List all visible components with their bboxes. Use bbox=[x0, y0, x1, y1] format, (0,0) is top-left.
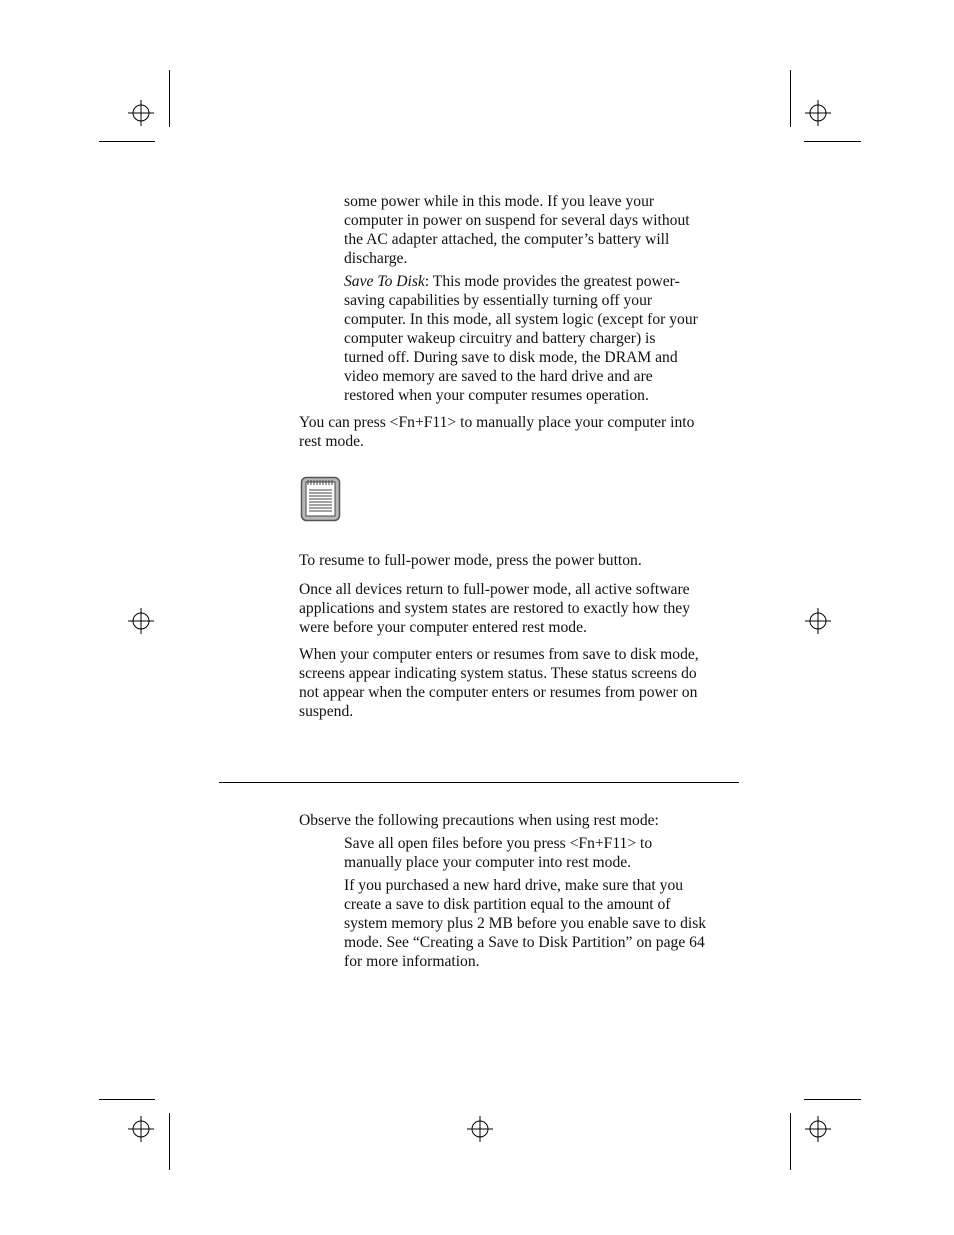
text-line: turned off. During save to disk mode, the DRAM and bbox=[344, 349, 678, 366]
crop-mark bbox=[169, 70, 170, 127]
text-line: not appear when the computer enters or resumes from power on bbox=[299, 684, 698, 701]
text-line: were before your computer entered rest mode. bbox=[299, 619, 587, 636]
registration-mark-icon bbox=[805, 1116, 831, 1142]
text-line: Once all devices return to full-power mode, all active software bbox=[299, 581, 690, 598]
crop-mark bbox=[169, 1113, 170, 1170]
text-line: You can press <Fn+F11> to manually place your computer into bbox=[299, 414, 695, 431]
crop-mark bbox=[804, 1099, 861, 1100]
text-line: To resume to full-power mode, press the power button. bbox=[299, 552, 642, 569]
text-line: for more information. bbox=[344, 953, 480, 970]
text-line: saving capabilities by essentially turning off your bbox=[344, 292, 653, 309]
registration-mark-icon bbox=[467, 1116, 493, 1142]
text-line: screens appear indicating system status. These status screens do bbox=[299, 665, 697, 682]
text-line: manually place your computer into rest mode. bbox=[344, 854, 632, 871]
save-to-disk-paragraph bbox=[344, 272, 698, 405]
text-line: computer in power on suspend for several days without bbox=[344, 212, 690, 229]
text-line: Observe the following precautions when using rest mode: bbox=[299, 812, 659, 829]
registration-mark-icon bbox=[805, 100, 831, 126]
text-fragment: : This mode provides the greatest power- bbox=[424, 273, 680, 290]
section-divider bbox=[219, 782, 739, 783]
text-line: the AC adapter attached, the computer’s battery will bbox=[344, 231, 670, 248]
notepad-icon bbox=[300, 475, 342, 523]
text-line: applications and system states are restored to exactly how they bbox=[299, 600, 691, 617]
crop-mark bbox=[790, 70, 791, 127]
text-line: discharge. bbox=[344, 250, 408, 267]
text-line: some power while in this mode. If you leave your bbox=[344, 193, 655, 210]
text-line: computer wakeup circuitry and battery charger) is bbox=[344, 330, 656, 347]
crop-mark bbox=[99, 141, 155, 142]
text-line: restored when your computer resumes operation. bbox=[344, 387, 649, 404]
power-on-suspend-paragraph bbox=[344, 192, 690, 268]
precaution-item-partition bbox=[344, 876, 706, 971]
crop-mark bbox=[790, 1113, 791, 1170]
text-line bbox=[344, 272, 698, 291]
manual-rest-paragraph bbox=[299, 413, 694, 451]
text-line: suspend. bbox=[299, 703, 354, 720]
text-line: mode. See “Creating a Save to Disk Partition” on page 64 bbox=[344, 934, 705, 951]
term-save-to-disk: Save To Disk bbox=[344, 273, 425, 290]
text-line: system memory plus 2 MB before you enable save to disk bbox=[344, 915, 707, 932]
crop-mark bbox=[99, 1099, 155, 1100]
text-line: Save all open files before you press <Fn+F11> to bbox=[344, 835, 653, 852]
text-line: rest mode. bbox=[299, 433, 364, 450]
status-screens-paragraph bbox=[299, 645, 699, 721]
text-line: If you purchased a new hard drive, make sure that you bbox=[344, 877, 684, 894]
text-line: video memory are saved to the hard drive and are bbox=[344, 368, 653, 385]
precaution-item-save-files bbox=[344, 834, 652, 872]
text-line: computer. In this mode, all system logic (except for your bbox=[344, 311, 698, 328]
registration-mark-icon bbox=[128, 1116, 154, 1142]
text-line: create a save to disk partition equal to the amount of bbox=[344, 896, 671, 913]
restore-paragraph bbox=[299, 580, 690, 637]
registration-mark-icon bbox=[128, 608, 154, 634]
registration-mark-icon bbox=[805, 608, 831, 634]
resume-paragraph bbox=[299, 551, 642, 570]
precautions-intro bbox=[299, 811, 659, 830]
registration-mark-icon bbox=[128, 100, 154, 126]
text-line: When your computer enters or resumes from save to disk mode, bbox=[299, 646, 699, 663]
crop-mark bbox=[804, 141, 861, 142]
